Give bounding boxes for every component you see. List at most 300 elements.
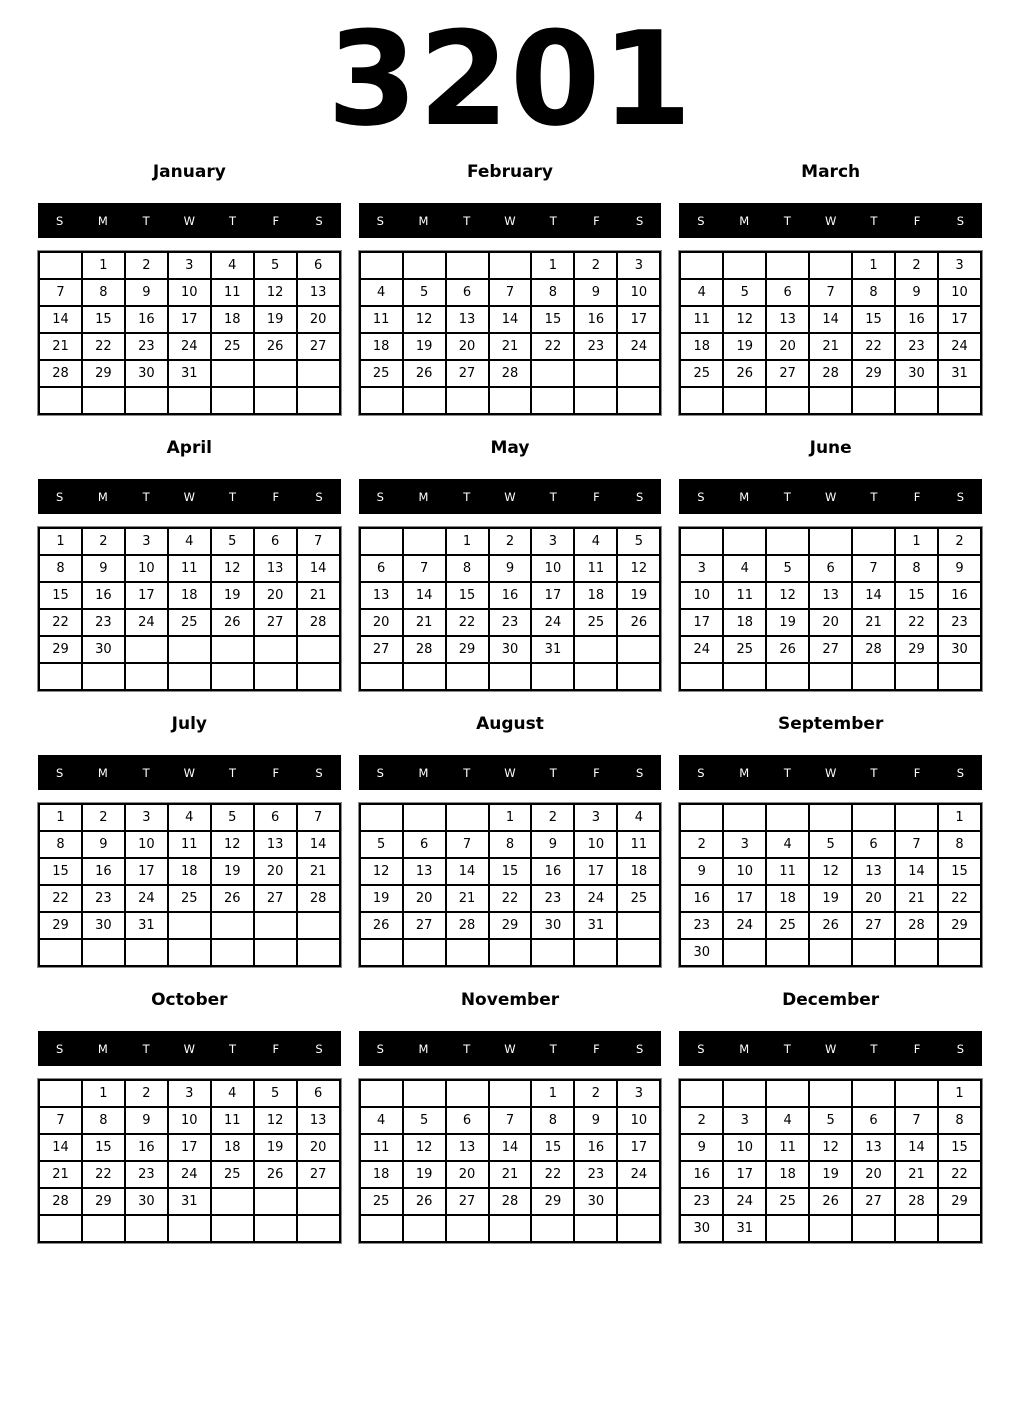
date-cell: 30: [938, 636, 981, 663]
date-cell: 9: [938, 555, 981, 582]
weekday-label: W: [183, 1041, 195, 1056]
date-cell: 30: [82, 636, 125, 663]
date-cell: 4: [723, 555, 766, 582]
date-grid: [679, 527, 982, 691]
date-grid-body: [680, 1080, 981, 1242]
date-cell: 21: [403, 609, 446, 636]
week-row: [360, 528, 661, 555]
date-cell: 17: [617, 306, 660, 333]
date-cell: 1: [531, 252, 574, 279]
date-cell: 21: [809, 333, 852, 360]
date-cell: 18: [766, 1161, 809, 1188]
month-name: May: [490, 438, 530, 458]
date-cell: 29: [446, 636, 489, 663]
date-cell: 2: [125, 252, 168, 279]
empty-cell: [938, 939, 981, 966]
date-cell: 5: [766, 555, 809, 582]
week-row: [680, 279, 981, 306]
date-cell: 24: [723, 1188, 766, 1215]
weekday-label: M: [97, 765, 108, 780]
empty-cell: [82, 663, 125, 690]
date-grid-body: [360, 528, 661, 690]
empty-cell: [723, 663, 766, 690]
date-cell: 13: [360, 582, 403, 609]
weekday-label: S: [697, 765, 705, 780]
date-grid: [359, 803, 662, 967]
date-cell: 23: [680, 1188, 723, 1215]
date-cell: 19: [211, 858, 254, 885]
date-cell: 9: [680, 1134, 723, 1161]
date-cell: 3: [723, 1107, 766, 1134]
date-cell: 20: [254, 582, 297, 609]
date-cell: 23: [82, 609, 125, 636]
date-cell: 3: [617, 1080, 660, 1107]
week-row: [680, 555, 981, 582]
empty-cell: [211, 939, 254, 966]
date-cell: 15: [531, 1134, 574, 1161]
date-cell: 15: [39, 858, 82, 885]
empty-cell: [895, 663, 938, 690]
date-grid-body: [360, 1080, 661, 1242]
date-cell: 14: [297, 555, 340, 582]
date-cell: 12: [360, 858, 403, 885]
empty-cell: [895, 939, 938, 966]
date-cell: 26: [360, 912, 403, 939]
weekday-label: S: [956, 489, 964, 504]
weekday-label: S: [55, 765, 64, 780]
date-cell: 16: [82, 858, 125, 885]
week-row: [680, 804, 981, 831]
date-cell: 30: [489, 636, 532, 663]
empty-cell: [297, 360, 340, 387]
date-cell: 11: [680, 306, 723, 333]
empty-cell: [125, 663, 168, 690]
weekday-header-row: [38, 479, 341, 514]
date-cell: 24: [617, 333, 660, 360]
date-cell: 18: [574, 582, 617, 609]
date-cell: 3: [723, 831, 766, 858]
date-cell: 1: [531, 1080, 574, 1107]
date-cell: 30: [125, 360, 168, 387]
date-cell: 15: [895, 582, 938, 609]
date-cell: 8: [39, 555, 82, 582]
date-grid-body: [680, 528, 981, 690]
weekday-label: S: [697, 489, 705, 504]
date-cell: 9: [895, 279, 938, 306]
date-cell: 9: [125, 279, 168, 306]
date-cell: 20: [852, 1161, 895, 1188]
weekday-label: T: [142, 1041, 150, 1056]
date-cell: 15: [446, 582, 489, 609]
week-row: [680, 252, 981, 279]
date-cell: 14: [39, 306, 82, 333]
empty-cell: [360, 528, 403, 555]
date-cell: 28: [895, 1188, 938, 1215]
empty-cell: [680, 663, 723, 690]
weekday-label: S: [315, 489, 323, 504]
empty-cell: [211, 636, 254, 663]
date-cell: 3: [680, 555, 723, 582]
weekday-label: F: [593, 213, 600, 228]
week-row: [39, 252, 340, 279]
date-cell: 27: [254, 885, 297, 912]
date-cell: 6: [446, 1107, 489, 1134]
date-cell: 24: [168, 1161, 211, 1188]
weekday-label: W: [183, 765, 195, 780]
date-cell: 15: [39, 582, 82, 609]
date-cell: 15: [531, 306, 574, 333]
empty-cell: [766, 939, 809, 966]
empty-cell: [809, 1215, 852, 1242]
empty-cell: [254, 912, 297, 939]
date-cell: 1: [852, 252, 895, 279]
date-cell: 21: [297, 858, 340, 885]
date-cell: 4: [680, 279, 723, 306]
date-cell: 9: [125, 1107, 168, 1134]
date-cell: 7: [895, 1107, 938, 1134]
empty-cell: [211, 1188, 254, 1215]
date-cell: 16: [574, 306, 617, 333]
weekday-label: T: [549, 1041, 557, 1056]
date-cell: 5: [254, 1080, 297, 1107]
empty-cell: [39, 939, 82, 966]
date-grid: [359, 1079, 662, 1243]
empty-cell: [574, 387, 617, 414]
week-row: [680, 636, 981, 663]
weekday-label: T: [142, 213, 150, 228]
empty-cell: [617, 387, 660, 414]
weekday-header-row: [359, 755, 662, 790]
date-cell: 11: [211, 1107, 254, 1134]
date-cell: 27: [360, 636, 403, 663]
empty-cell: [39, 1215, 82, 1242]
weekday-label: M: [418, 765, 429, 780]
date-cell: 9: [531, 831, 574, 858]
weekday-label: T: [229, 213, 237, 228]
date-grid-body: [680, 804, 981, 966]
weekday-label: T: [870, 1041, 878, 1056]
date-cell: 31: [723, 1215, 766, 1242]
empty-cell: [489, 252, 532, 279]
date-cell: 23: [125, 1161, 168, 1188]
date-cell: 20: [297, 1134, 340, 1161]
week-row: [360, 582, 661, 609]
date-cell: 22: [82, 1161, 125, 1188]
date-cell: 23: [125, 333, 168, 360]
date-cell: 6: [852, 1107, 895, 1134]
weekday-label: T: [549, 765, 557, 780]
date-cell: 26: [254, 333, 297, 360]
date-cell: 11: [723, 582, 766, 609]
date-cell: 31: [168, 360, 211, 387]
date-cell: 30: [531, 912, 574, 939]
date-cell: 23: [574, 333, 617, 360]
date-cell: 20: [254, 858, 297, 885]
empty-cell: [446, 939, 489, 966]
empty-cell: [723, 939, 766, 966]
weekday-label: W: [504, 213, 516, 228]
empty-cell: [852, 1215, 895, 1242]
date-cell: 10: [168, 1107, 211, 1134]
date-cell: 8: [39, 831, 82, 858]
weekday-label: T: [783, 489, 791, 504]
month-name: September: [777, 714, 884, 734]
date-cell: 30: [680, 939, 723, 966]
empty-cell: [168, 387, 211, 414]
date-cell: 21: [852, 609, 895, 636]
date-cell: 28: [446, 912, 489, 939]
weekday-label: S: [55, 489, 64, 504]
date-grid-body: [680, 252, 981, 414]
month-calendar: [359, 436, 662, 691]
empty-cell: [446, 252, 489, 279]
weekday-label: S: [636, 213, 644, 228]
month-name: July: [171, 714, 207, 734]
date-cell: 12: [766, 582, 809, 609]
date-cell: 19: [809, 1161, 852, 1188]
date-cell: 14: [852, 582, 895, 609]
month-calendar: [359, 160, 662, 415]
date-cell: 4: [360, 279, 403, 306]
date-cell: 11: [766, 858, 809, 885]
date-cell: 5: [809, 831, 852, 858]
date-cell: 17: [168, 1134, 211, 1161]
date-cell: 19: [617, 582, 660, 609]
month-calendar: [359, 712, 662, 967]
date-cell: 29: [938, 1188, 981, 1215]
date-cell: 26: [723, 360, 766, 387]
date-grid: [38, 251, 341, 415]
empty-cell: [617, 663, 660, 690]
date-cell: 23: [680, 912, 723, 939]
date-cell: 9: [82, 555, 125, 582]
date-cell: 23: [531, 885, 574, 912]
date-cell: 16: [574, 1134, 617, 1161]
date-cell: 8: [82, 1107, 125, 1134]
empty-cell: [254, 636, 297, 663]
weekday-label: M: [739, 765, 750, 780]
empty-cell: [489, 387, 532, 414]
week-row: [39, 831, 340, 858]
date-cell: 22: [446, 609, 489, 636]
empty-cell: [403, 1215, 446, 1242]
empty-cell: [938, 663, 981, 690]
date-grid-body: [360, 804, 661, 966]
date-cell: 29: [489, 912, 532, 939]
week-row: [39, 609, 340, 636]
date-cell: 24: [125, 609, 168, 636]
date-cell: 11: [168, 831, 211, 858]
empty-cell: [809, 528, 852, 555]
date-cell: 11: [360, 306, 403, 333]
weekday-label: W: [824, 765, 837, 780]
date-cell: 10: [125, 831, 168, 858]
empty-cell: [617, 360, 660, 387]
date-cell: 4: [766, 831, 809, 858]
weekday-label: T: [463, 765, 471, 780]
week-row: [360, 360, 661, 387]
date-cell: 19: [809, 885, 852, 912]
week-row: [680, 360, 981, 387]
week-row: [360, 306, 661, 333]
empty-cell: [895, 387, 938, 414]
date-cell: 24: [168, 333, 211, 360]
weekday-label: T: [783, 1041, 791, 1056]
empty-cell: [82, 939, 125, 966]
empty-cell: [446, 387, 489, 414]
date-cell: 4: [766, 1107, 809, 1134]
date-cell: 17: [125, 582, 168, 609]
date-cell: 19: [766, 609, 809, 636]
weekday-label: T: [142, 765, 150, 780]
date-cell: 24: [617, 1161, 660, 1188]
empty-cell: [895, 804, 938, 831]
date-cell: 10: [531, 555, 574, 582]
date-grid: [38, 803, 341, 967]
weekday-label: F: [272, 213, 280, 228]
date-cell: 2: [680, 831, 723, 858]
empty-cell: [254, 360, 297, 387]
date-cell: 29: [852, 360, 895, 387]
empty-cell: [39, 387, 82, 414]
week-row: [360, 1188, 661, 1215]
date-cell: 5: [723, 279, 766, 306]
date-cell: 18: [211, 306, 254, 333]
date-cell: 18: [360, 1161, 403, 1188]
month-calendar: [679, 436, 982, 691]
date-cell: 8: [938, 831, 981, 858]
date-grid: [38, 527, 341, 691]
empty-cell: [574, 360, 617, 387]
month-name: June: [809, 438, 852, 458]
date-cell: 21: [489, 1161, 532, 1188]
empty-cell: [360, 939, 403, 966]
date-cell: 21: [446, 885, 489, 912]
weekday-header-row: [38, 1031, 341, 1066]
date-cell: 14: [39, 1134, 82, 1161]
date-cell: 5: [211, 804, 254, 831]
week-row: [39, 1161, 340, 1188]
date-cell: 17: [617, 1134, 660, 1161]
empty-cell: [852, 1080, 895, 1107]
week-row: [360, 831, 661, 858]
date-cell: 18: [168, 858, 211, 885]
empty-cell: [297, 912, 340, 939]
empty-cell: [403, 528, 446, 555]
date-cell: 31: [938, 360, 981, 387]
date-cell: 14: [297, 831, 340, 858]
date-cell: 24: [125, 885, 168, 912]
date-cell: 16: [680, 1161, 723, 1188]
date-cell: 2: [82, 804, 125, 831]
empty-cell: [403, 252, 446, 279]
weekday-label: W: [824, 1041, 837, 1056]
weekday-label: T: [549, 213, 557, 228]
empty-cell: [766, 1080, 809, 1107]
date-cell: 28: [39, 1188, 82, 1215]
date-cell: 11: [766, 1134, 809, 1161]
date-cell: 19: [254, 306, 297, 333]
weekday-label: S: [376, 489, 384, 504]
date-cell: 14: [489, 306, 532, 333]
date-cell: 20: [403, 885, 446, 912]
date-cell: 18: [360, 333, 403, 360]
weekday-label: M: [418, 213, 429, 228]
date-cell: 22: [489, 885, 532, 912]
empty-cell: [254, 663, 297, 690]
empty-cell: [809, 663, 852, 690]
date-cell: 17: [938, 306, 981, 333]
weekday-label: W: [183, 213, 195, 228]
weekday-label: W: [504, 489, 516, 504]
date-cell: 10: [617, 279, 660, 306]
empty-cell: [852, 387, 895, 414]
date-cell: 6: [809, 555, 852, 582]
date-cell: 31: [125, 912, 168, 939]
date-cell: 29: [531, 1188, 574, 1215]
empty-cell: [574, 1215, 617, 1242]
empty-cell: [446, 663, 489, 690]
date-cell: 28: [852, 636, 895, 663]
week-row: [360, 1215, 661, 1242]
empty-cell: [403, 804, 446, 831]
date-cell: 3: [938, 252, 981, 279]
empty-cell: [211, 1215, 254, 1242]
empty-cell: [403, 387, 446, 414]
empty-cell: [297, 939, 340, 966]
date-cell: 19: [360, 885, 403, 912]
weekday-label: T: [463, 1041, 471, 1056]
week-row: [39, 360, 340, 387]
date-cell: 4: [168, 528, 211, 555]
date-cell: 13: [297, 1107, 340, 1134]
week-row: [680, 306, 981, 333]
date-cell: 2: [531, 804, 574, 831]
date-cell: 5: [254, 252, 297, 279]
empty-cell: [680, 387, 723, 414]
date-cell: 24: [680, 636, 723, 663]
empty-cell: [125, 939, 168, 966]
date-cell: 26: [617, 609, 660, 636]
date-cell: 13: [766, 306, 809, 333]
month-name: March: [801, 162, 861, 182]
empty-cell: [360, 387, 403, 414]
week-row: [39, 663, 340, 690]
date-cell: 2: [574, 252, 617, 279]
date-grid: [359, 251, 662, 415]
date-grid: [359, 527, 662, 691]
date-cell: 26: [809, 1188, 852, 1215]
date-cell: 26: [403, 360, 446, 387]
empty-cell: [360, 804, 403, 831]
empty-cell: [531, 939, 574, 966]
weekday-label: S: [636, 1041, 644, 1056]
weekday-label: M: [97, 213, 108, 228]
date-cell: 8: [489, 831, 532, 858]
empty-cell: [168, 912, 211, 939]
date-cell: 21: [297, 582, 340, 609]
date-cell: 15: [938, 858, 981, 885]
weekday-header-row: [38, 203, 341, 238]
empty-cell: [809, 252, 852, 279]
date-cell: 29: [39, 912, 82, 939]
date-cell: 5: [617, 528, 660, 555]
date-cell: 16: [531, 858, 574, 885]
date-cell: 2: [680, 1107, 723, 1134]
date-cell: 26: [254, 1161, 297, 1188]
week-row: [39, 885, 340, 912]
date-cell: 13: [403, 858, 446, 885]
